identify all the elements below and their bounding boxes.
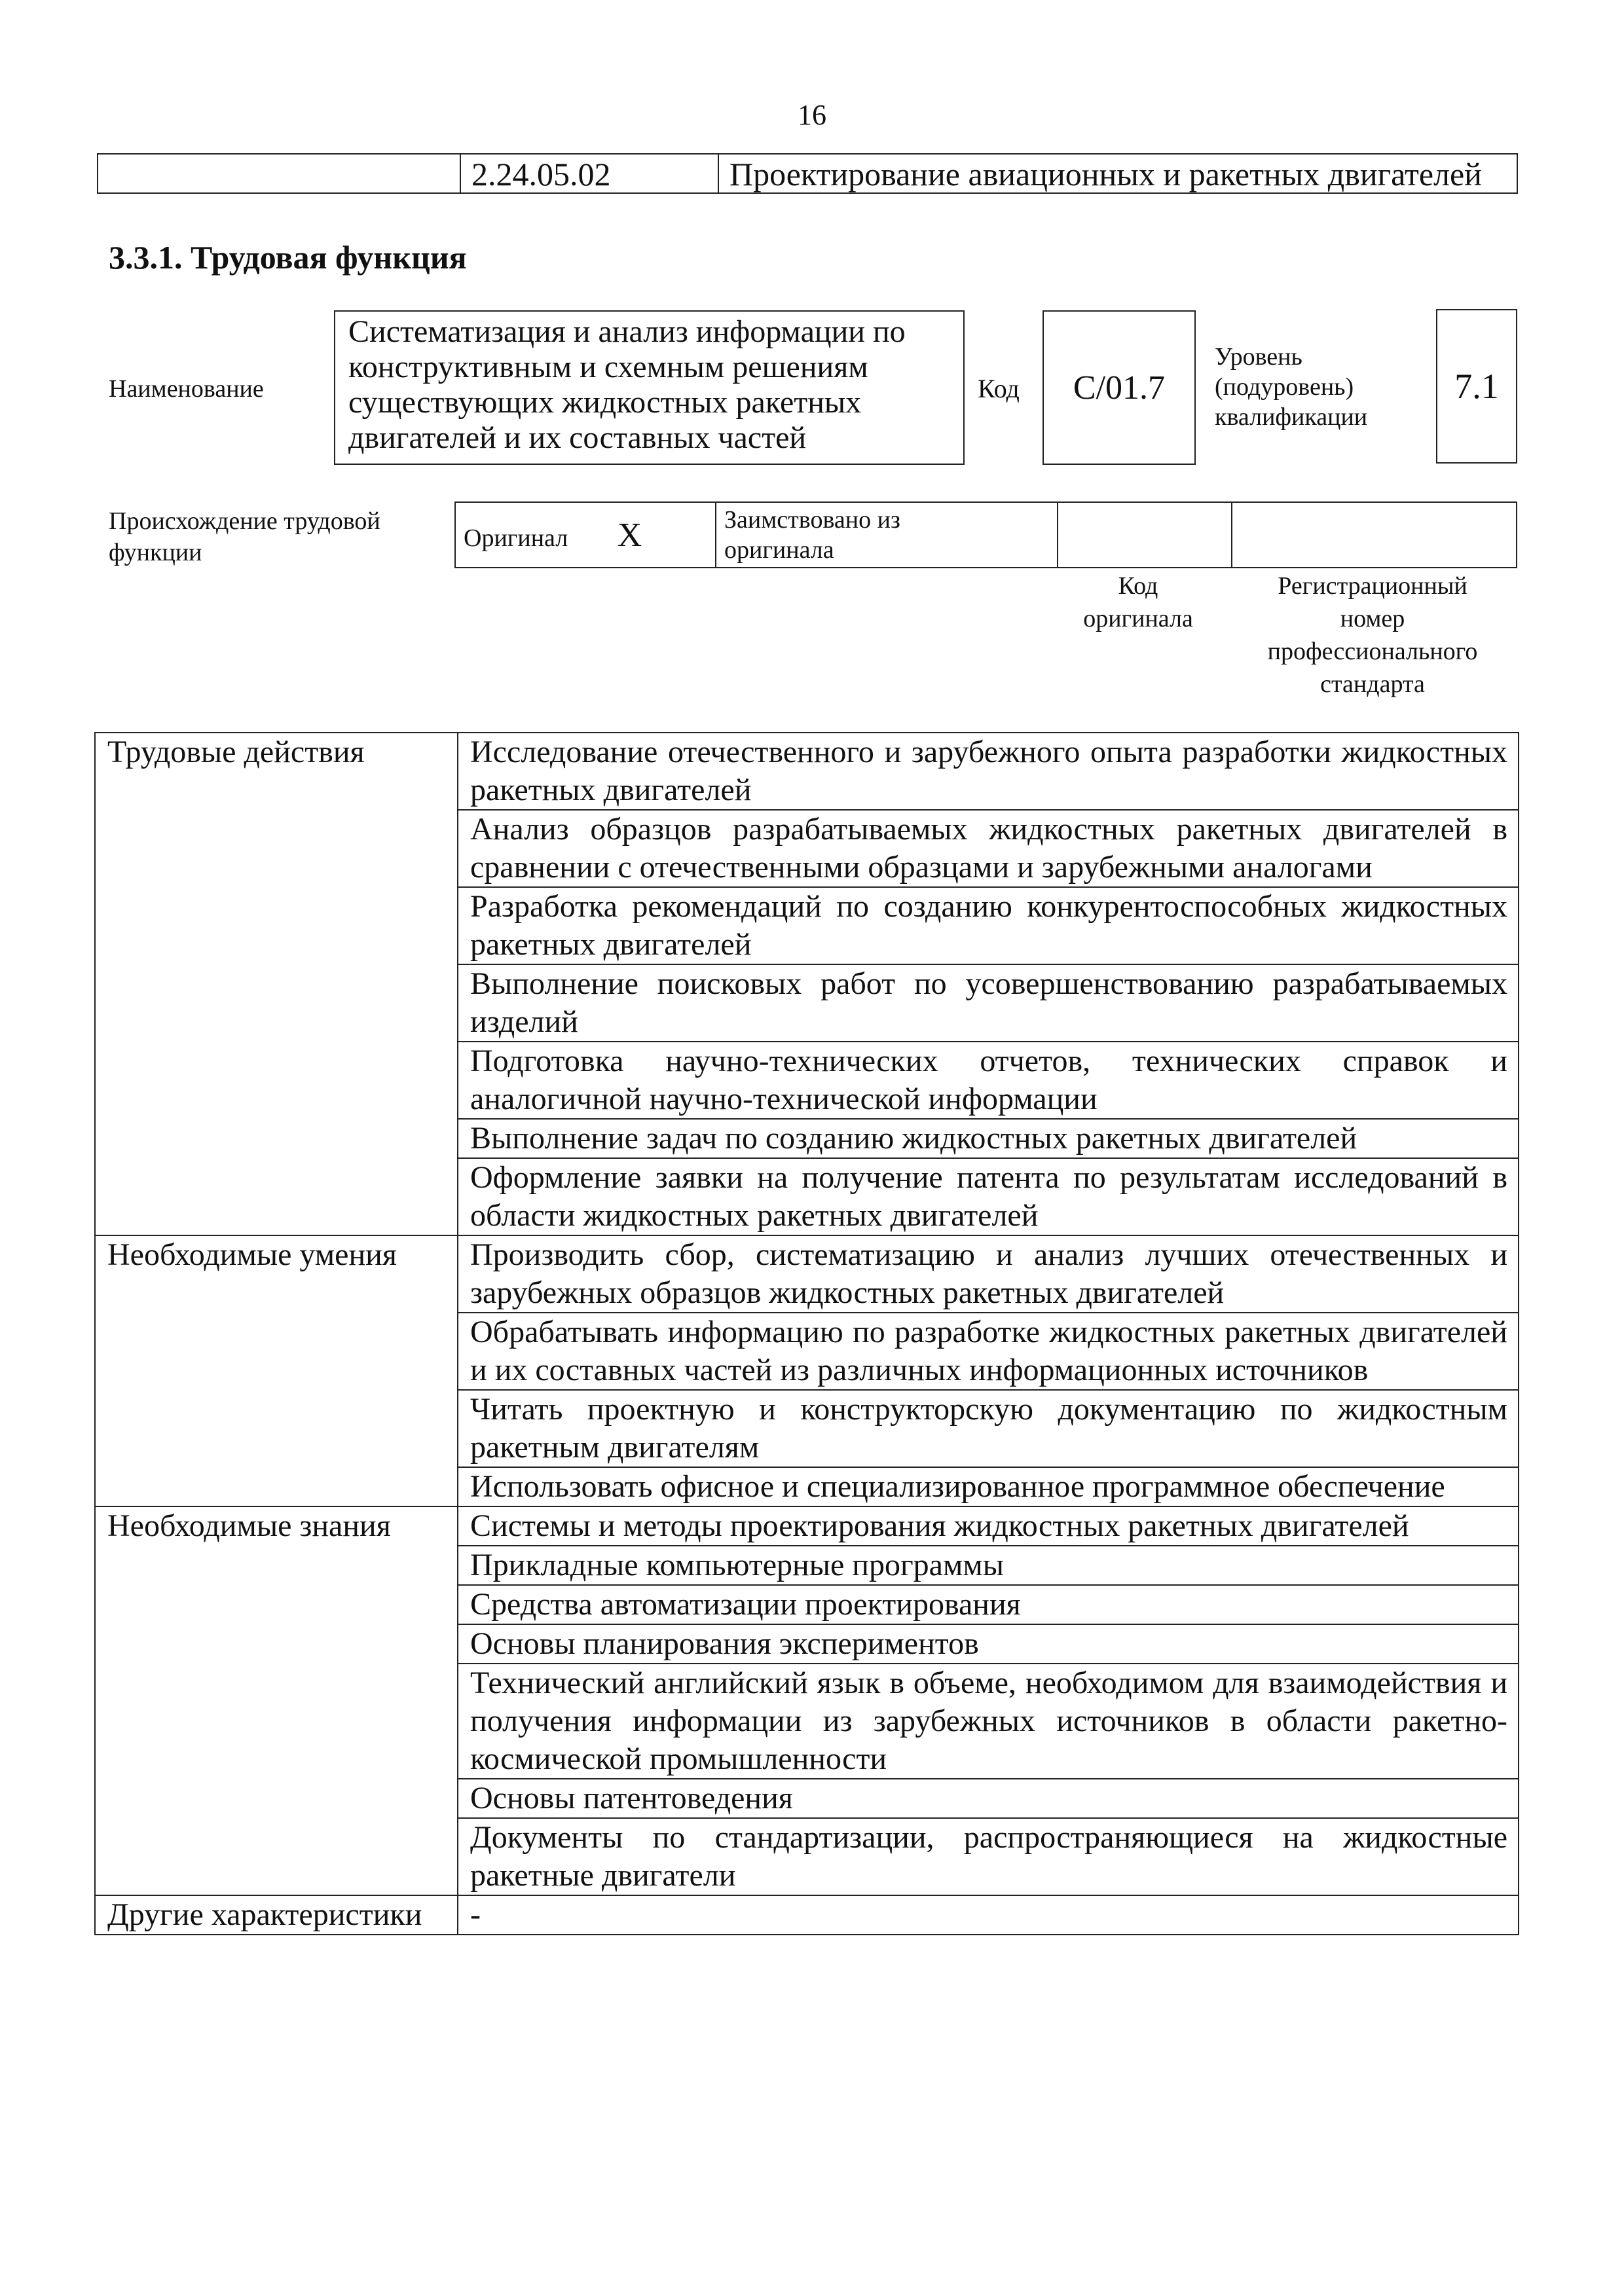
labor-action-item: Выполнение задач по созданию жидкостных ракетных двигателей: [458, 1119, 1519, 1158]
skill-item: Производить сбор, систематизацию и анализ лучших отечественных и зарубежных образцов жидкостных ракетных двигателей: [458, 1235, 1519, 1313]
level-label-line-1: Уровень: [1215, 343, 1302, 371]
knowledge-heading: Необходимые знания: [95, 1506, 458, 1895]
knowledge-item: Средства автоматизации проектирования: [458, 1585, 1519, 1624]
registration-number-caption: [1228, 570, 1517, 701]
caption-reg-line-4: стандарта: [1320, 670, 1425, 698]
other-characteristics-heading: Другие характеристики: [95, 1895, 458, 1935]
borrowed-line-2: оригинала: [724, 536, 834, 564]
knowledge-item: Системы и методы проектирования жидкостных ракетных двигателей: [458, 1506, 1519, 1546]
skills-heading: Необходимые умения: [95, 1235, 458, 1506]
code-label: Код: [978, 374, 1020, 403]
empty-cell: [98, 154, 460, 193]
caption-reg-line-3: профессионального: [1267, 638, 1478, 665]
original-code-cell: [1058, 502, 1232, 568]
labor-action-item: Оформление заявки на получение патента по результатам исследований в области жидкостных ракетных двигателей: [458, 1158, 1519, 1235]
registration-number-cell: [1232, 502, 1517, 568]
labor-action-item: Выполнение поисковых работ по усовершенствованию разрабатываемых изделий: [458, 964, 1519, 1042]
original-label: Оригинал: [464, 524, 568, 552]
borrowed-line-1: Заимствовано из: [724, 506, 900, 534]
knowledge-item: Основы патентоведения: [458, 1779, 1519, 1818]
origin-label: [109, 505, 380, 568]
origin-table: [454, 501, 1517, 568]
skill-item: Читать проектную и конструкторскую документацию по жидкостным ракетным двигателям: [458, 1390, 1519, 1467]
skill-item: Обрабатывать информацию по разработке жидкостных ракетных двигателей и их составных частей из различных информационных источников: [458, 1313, 1519, 1390]
original-cell: [455, 502, 716, 568]
page-number: 16: [798, 99, 826, 131]
knowledge-item: Документы по стандартизации, распространяющиеся на жидкостные ракетные двигатели: [458, 1818, 1519, 1895]
original-mark: X: [617, 516, 642, 554]
level-label-line-3: квалификации: [1215, 403, 1368, 431]
qualification-level-label: [1215, 342, 1367, 432]
other-characteristics-value: -: [458, 1895, 1519, 1935]
origin-label-line-1: Происхождение трудовой: [109, 507, 380, 535]
borrowed-cell: [716, 502, 1058, 568]
section-heading: 3.3.1. Трудовая функция: [109, 239, 467, 276]
skill-item: Использовать офисное и специализированное программное обеспечение: [458, 1467, 1519, 1506]
labor-actions-heading: Трудовые действия: [95, 733, 458, 1235]
specialty-row: [97, 153, 1518, 194]
specialty-code: 2.24.05.02: [460, 154, 718, 193]
function-name-box: Систематизация и анализ информации по конструктивным и схемным решениям существующих жидкостных ракетных двигателей и их составных частей: [334, 310, 965, 465]
knowledge-item: Основы планирования экспериментов: [458, 1624, 1519, 1664]
knowledge-item: Технический английский язык в объеме, необходимом для взаимодействия и получения информации из зарубежных источников в области ракетно-космической промышленности: [458, 1664, 1519, 1779]
caption-reg-line-2: номер: [1340, 605, 1405, 632]
function-code-box: С/01.7: [1043, 310, 1196, 465]
name-label: Наименование: [109, 375, 264, 403]
original-code-caption: [1053, 570, 1223, 635]
caption-reg-line-1: Регистрационный: [1278, 572, 1467, 600]
caption-code-line-1: Код: [1118, 572, 1158, 600]
labor-action-item: Анализ образцов разрабатываемых жидкостных ракетных двигателей в сравнении с отечественными образцами и зарубежными аналогами: [458, 810, 1519, 887]
labor-action-item: Разработка рекомендаций по созданию конкурентоспособных жидкостных ракетных двигателей: [458, 887, 1519, 964]
function-details-table: [94, 732, 1519, 1935]
caption-code-line-2: оригинала: [1083, 605, 1193, 632]
labor-action-item: Исследование отечественного и зарубежного опыта разработки жидкостных ракетных двигателей: [458, 733, 1519, 810]
level-label-line-2: (подуровень): [1215, 373, 1354, 401]
specialty-title: Проектирование авиационных и ракетных двигателей: [718, 154, 1517, 193]
origin-label-line-2: функции: [109, 539, 202, 566]
qualification-level-box: 7.1: [1436, 309, 1517, 464]
knowledge-item: Прикладные компьютерные программы: [458, 1546, 1519, 1585]
labor-action-item: Подготовка научно-технических отчетов, технических справок и аналогичной научно-технической информации: [458, 1042, 1519, 1119]
